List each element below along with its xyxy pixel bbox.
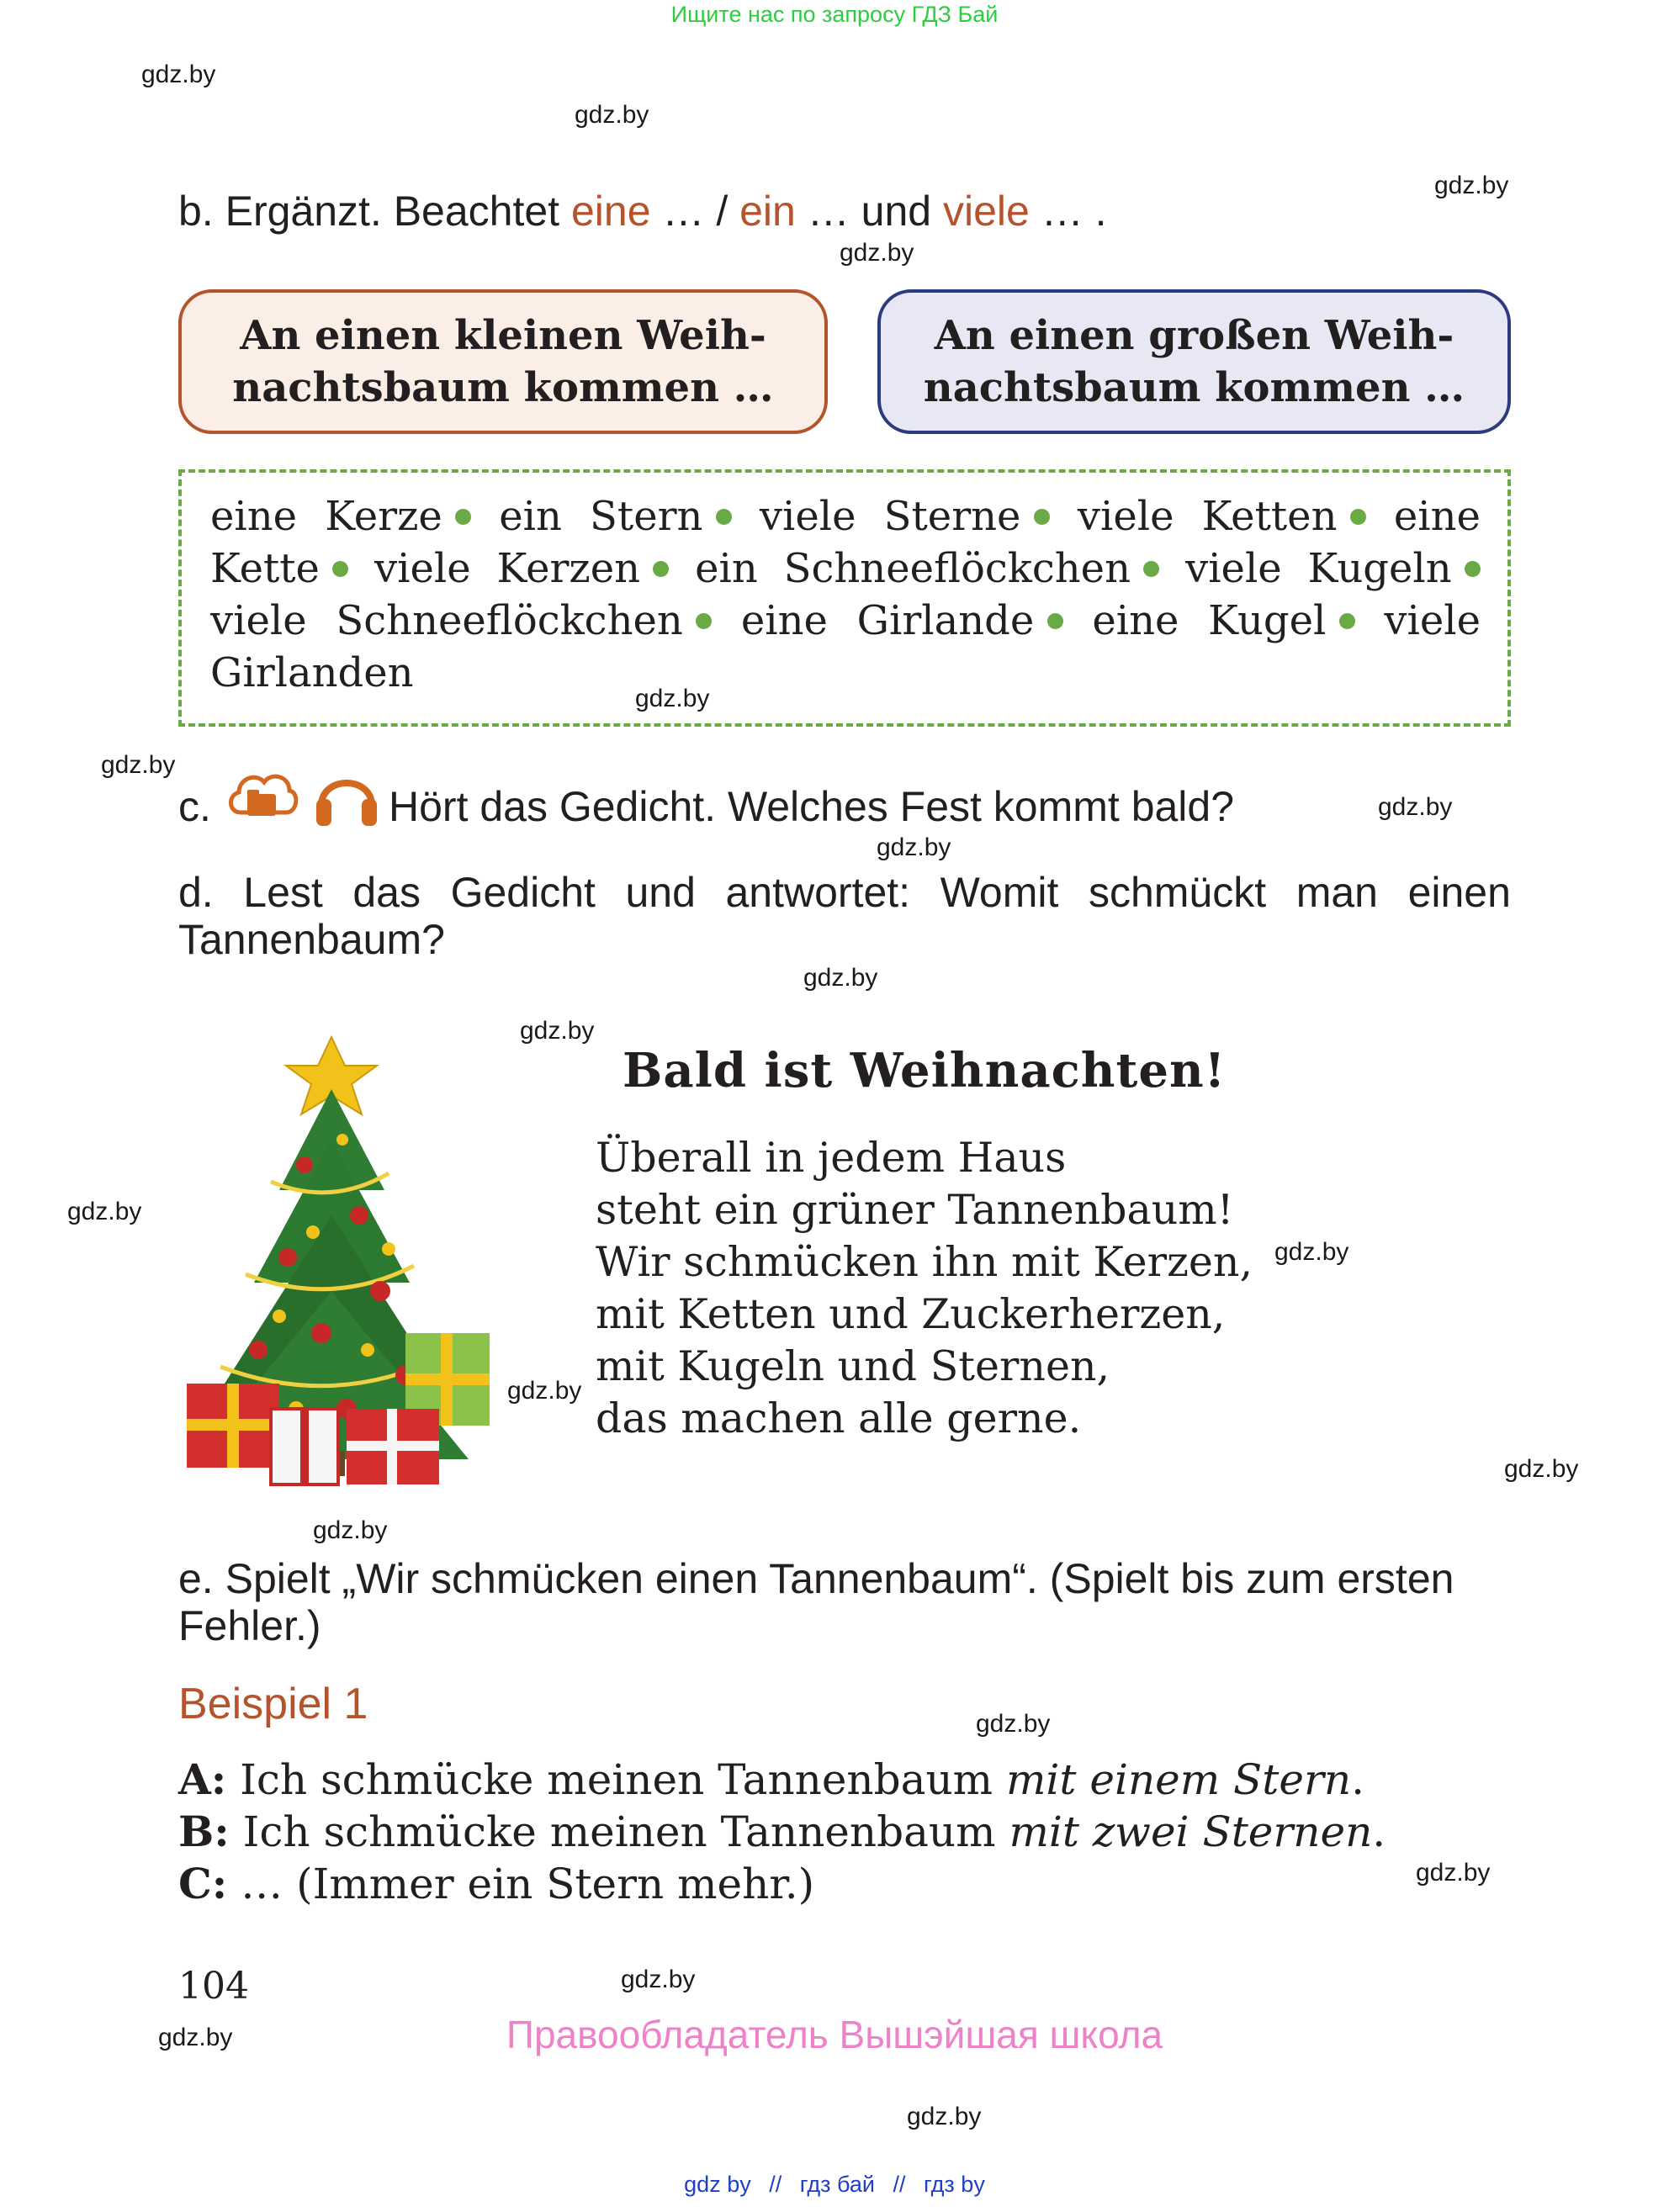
example-line-c bbox=[178, 1859, 814, 1908]
poem-line: Überall in jedem Haus bbox=[596, 1134, 1067, 1182]
word: viele bbox=[210, 597, 307, 644]
word: Schneeflöckchen bbox=[783, 545, 1131, 592]
christmas-tree-image bbox=[178, 1013, 501, 1500]
cloud-folder-icon[interactable] bbox=[224, 764, 299, 828]
box-line: nachtsbaum kommen … bbox=[232, 364, 774, 411]
word: Kugel bbox=[1208, 597, 1327, 644]
word: eine bbox=[1393, 493, 1481, 540]
word: das bbox=[352, 869, 421, 916]
section-e-line: e. Spielt „Wir schmücken einen Tannenbaum“. (Spielt bis zum ersten bbox=[178, 1555, 1454, 1602]
highlight-word: eine bbox=[570, 188, 651, 235]
bullet-dot-icon bbox=[1339, 613, 1355, 629]
example-italic: mit einem Stern bbox=[1005, 1755, 1352, 1804]
example-period: . bbox=[1351, 1755, 1364, 1804]
word: viele bbox=[1185, 545, 1282, 592]
bullet-dot-icon bbox=[1350, 509, 1366, 525]
word: Kerzen bbox=[496, 545, 641, 592]
poem-title: Bald ist Weihnachten! bbox=[623, 1043, 1227, 1098]
example-heading: Beispiel 1 bbox=[178, 1680, 368, 1728]
box-big-tree bbox=[877, 289, 1511, 434]
highlight-word: ein bbox=[739, 188, 796, 235]
word: Schneeflöckchen bbox=[336, 597, 683, 644]
poem-line: mit Ketten und Zuckerherzen, bbox=[596, 1290, 1226, 1338]
section-c-letter: c. bbox=[178, 783, 211, 830]
poem-line: mit Kugeln und Sternen, bbox=[596, 1342, 1110, 1390]
section-letter: b. bbox=[178, 188, 214, 235]
section-d-line bbox=[178, 868, 1511, 917]
page-number: 104 bbox=[178, 1965, 249, 2008]
example-text: Ich schmücke meinen Tannenbaum bbox=[240, 1755, 993, 1804]
word: Girlande bbox=[856, 597, 1035, 644]
watermark: gdz.by bbox=[575, 101, 649, 129]
watermark: gdz.by bbox=[1504, 1455, 1579, 1483]
footer-link[interactable]: гдз бай bbox=[799, 2172, 875, 2197]
word: ein bbox=[695, 545, 758, 592]
heading-text: … und bbox=[807, 188, 932, 235]
watermark: gdz.by bbox=[67, 1198, 142, 1225]
heading-text: … . bbox=[1041, 188, 1107, 235]
bullet-dot-icon bbox=[696, 613, 712, 629]
footer-separator: // bbox=[769, 2172, 782, 2197]
footer-link[interactable]: гдз by bbox=[924, 2172, 985, 2197]
word: ein bbox=[499, 493, 562, 540]
example-period: . bbox=[1372, 1807, 1386, 1856]
bullet-dot-icon bbox=[1034, 509, 1050, 525]
bullet-dot-icon bbox=[653, 561, 669, 577]
footer-link[interactable]: gdz by bbox=[684, 2172, 751, 2197]
word: viele bbox=[1077, 493, 1174, 540]
example-text: Ich schmücke meinen Tannenbaum bbox=[242, 1807, 996, 1856]
poem-line: Wir schmücken ihn mit Kerzen, bbox=[596, 1238, 1253, 1286]
watermark: gdz.by bbox=[1434, 172, 1509, 199]
footer-separator: // bbox=[893, 2172, 906, 2197]
bullet-dot-icon bbox=[716, 509, 732, 525]
highlight-word: viele bbox=[943, 188, 1030, 235]
box-line: An einen großen Weih- bbox=[934, 312, 1454, 359]
word: Ketten bbox=[1201, 493, 1338, 540]
watermark: gdz.by bbox=[907, 2103, 982, 2130]
word-bank-line bbox=[210, 493, 1481, 540]
poem-line: steht ein grüner Tannenbaum! bbox=[596, 1186, 1234, 1234]
example-line-b bbox=[178, 1807, 1386, 1856]
bullet-dot-icon bbox=[332, 561, 348, 577]
watermark: gdz.by bbox=[840, 239, 914, 267]
word: viele bbox=[374, 545, 471, 592]
watermark: gdz.by bbox=[621, 1966, 696, 1993]
word: d. bbox=[178, 869, 214, 916]
bullet-dot-icon bbox=[1143, 561, 1159, 577]
headphones-icon[interactable] bbox=[313, 762, 380, 831]
top-search-hint[interactable]: Ищите нас по запросу ГДЗ Бай bbox=[670, 2, 999, 27]
example-italic: mit zwei Sternen bbox=[1009, 1807, 1373, 1856]
word-bank-line bbox=[210, 545, 1481, 592]
watermark: gdz.by bbox=[1378, 793, 1453, 821]
word: Lest bbox=[243, 869, 323, 916]
watermark: gdz.by bbox=[877, 833, 951, 861]
rights-holder: Правообладатель Вышэйшая школа bbox=[506, 2013, 1163, 2056]
word: eine bbox=[210, 493, 298, 540]
example-text: … (Immer ein Stern mehr.) bbox=[241, 1860, 815, 1908]
word: und bbox=[625, 869, 696, 916]
footer-links bbox=[0, 2172, 1669, 2198]
word-bank-line bbox=[210, 649, 1481, 696]
word: Sterne bbox=[883, 493, 1021, 540]
speaker-label: A: bbox=[178, 1754, 227, 1804]
watermark: gdz.by bbox=[158, 2024, 233, 2051]
word: viele bbox=[1384, 597, 1481, 644]
example-line-a bbox=[178, 1754, 1364, 1804]
word: Stern bbox=[590, 493, 703, 540]
watermark: gdz.by bbox=[313, 1516, 388, 1544]
word: eine bbox=[740, 597, 828, 644]
bullet-dot-icon bbox=[1047, 613, 1063, 629]
word: man bbox=[1295, 869, 1378, 916]
bullet-dot-icon bbox=[1465, 561, 1481, 577]
word: Kette bbox=[210, 545, 320, 592]
bullet-dot-icon bbox=[455, 509, 471, 525]
word: antwortet: bbox=[725, 869, 911, 916]
box-line: An einen kleinen Weih- bbox=[240, 312, 766, 359]
section-e-line: Fehler.) bbox=[178, 1602, 321, 1649]
speaker-label: C: bbox=[178, 1859, 228, 1908]
word: schmückt bbox=[1088, 869, 1267, 916]
watermark: gdz.by bbox=[507, 1377, 582, 1405]
section-b-heading bbox=[178, 187, 1107, 235]
watermark: gdz.by bbox=[1274, 1238, 1349, 1266]
heading-text: Ergänzt. Beachtet bbox=[225, 188, 560, 235]
word: Kugeln bbox=[1307, 545, 1452, 592]
word: Gedicht bbox=[450, 869, 596, 916]
poem-line: das machen alle gerne. bbox=[596, 1394, 1082, 1442]
word: eine bbox=[1092, 597, 1179, 644]
watermark: gdz.by bbox=[976, 1710, 1051, 1738]
word: Womit bbox=[940, 869, 1059, 916]
heading-text: … / bbox=[662, 188, 729, 235]
watermark: gdz.by bbox=[101, 751, 176, 779]
speaker-label: B: bbox=[178, 1807, 230, 1856]
word: viele bbox=[759, 493, 856, 540]
section-d-line: Tannenbaum? bbox=[178, 916, 445, 963]
watermark: gdz.by bbox=[803, 964, 878, 992]
box-line: nachtsbaum kommen … bbox=[923, 364, 1465, 411]
word: Kerze bbox=[325, 493, 442, 540]
watermark: gdz.by bbox=[635, 685, 710, 712]
word: einen bbox=[1407, 869, 1511, 916]
word: Girlanden bbox=[210, 649, 414, 696]
watermark: gdz.by bbox=[141, 61, 216, 88]
watermark: gdz.by bbox=[520, 1017, 595, 1045]
section-c-text: Hört das Gedicht. Welches Fest kommt bald? bbox=[389, 783, 1235, 830]
watermark: gdz.by bbox=[1416, 1859, 1491, 1887]
box-small-tree bbox=[178, 289, 828, 434]
word-bank-line bbox=[210, 597, 1481, 644]
